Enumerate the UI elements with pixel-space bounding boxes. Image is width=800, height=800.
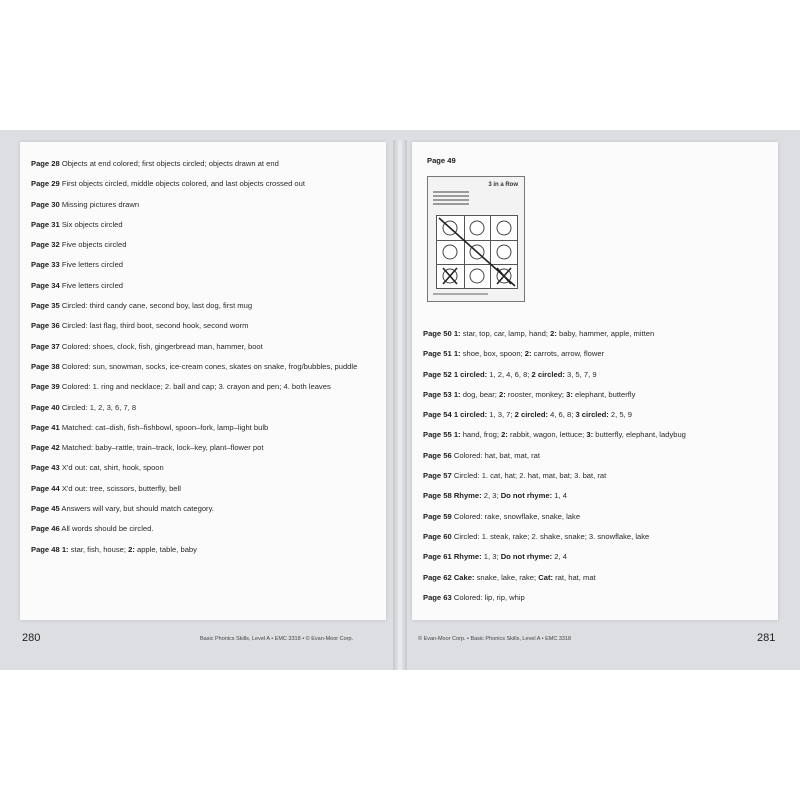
answer-entry xyxy=(31,418,380,438)
answer-entry xyxy=(31,296,380,316)
answer-entry xyxy=(423,425,772,445)
answer-entry xyxy=(31,337,380,357)
entry-answer-text: snake, lake, rake; xyxy=(476,572,539,582)
answer-entry xyxy=(423,568,772,588)
entry-page-label: Page 48 1: xyxy=(31,544,69,554)
entry-page-label: Page 39 xyxy=(31,382,60,392)
entry-page-label: Page 51 1: xyxy=(423,349,461,359)
entry-sub-label: Do not rhyme: xyxy=(500,552,553,562)
entry-sub-label: 2: xyxy=(524,349,532,359)
entry-page-label: Page 50 1: xyxy=(423,329,461,338)
entry-answer-text: Circled: 1. cat, hat; 2. hat, mat, bat; 3. bat, rat xyxy=(453,471,607,481)
answer-entry xyxy=(31,276,380,296)
answer-entry xyxy=(31,398,380,418)
entry-page-label: Page 55 1: xyxy=(423,430,461,440)
answer-entry xyxy=(423,446,772,466)
book-gutter xyxy=(393,140,407,670)
entry-page-label: Page 29 xyxy=(31,179,60,189)
answer-entry xyxy=(31,499,380,519)
answer-list-left xyxy=(31,154,380,560)
entry-answer-text: X'd out: tree, scissors, butterfly, bell xyxy=(61,483,181,493)
entry-answer-text: rat, hat, mat xyxy=(553,572,596,582)
entry-page-label: Page 60 xyxy=(423,531,452,541)
entry-answer-text: apple, table, baby xyxy=(134,544,197,554)
entry-answer-text: Circled: 1. steak, rake; 2. shake, snake; 3. snowflake, lake xyxy=(453,531,650,541)
entry-answer-text: baby, hammer, apple, mitten xyxy=(556,329,655,338)
answer-entry xyxy=(31,174,380,194)
entry-answer-text: Colored: hat, bat, mat, rat xyxy=(453,450,540,460)
entry-page-label: Page 31 xyxy=(31,219,60,229)
answer-entry xyxy=(31,357,380,377)
answer-entry xyxy=(423,527,772,547)
tic-tac-toe-grid xyxy=(436,215,518,289)
entry-sub-label: 2: xyxy=(128,544,135,554)
entry-answer-text: Colored: shoes, clock, fish, gingerbread man, hammer, boot xyxy=(61,341,263,351)
entry-answer-text: X'd out: cat, shirt, hook, spoon xyxy=(61,463,164,473)
answer-entry xyxy=(31,316,380,336)
answer-entry xyxy=(31,377,380,397)
entry-answer-text: Circled: third candy cane, second boy, last dog, first mug xyxy=(61,301,253,311)
entry-answer-text: rabbit, wagon, lettuce; xyxy=(507,430,587,440)
credit-line-right: © Evan-Moor Corp. • Basic Phonics Skills, Level A • EMC 3318 xyxy=(418,636,572,642)
entry-answer-text: elephant, butterfly xyxy=(572,389,636,399)
entry-sub-label: 2: xyxy=(501,430,508,440)
entry-page-label: Page 58 Rhyme: xyxy=(423,491,482,501)
entry-page-label: Page 59 xyxy=(423,511,452,521)
entry-answer-text: star, top, car, lamp, hand; xyxy=(462,329,551,338)
entry-answer-text: 2, 3; xyxy=(483,491,501,501)
entry-answer-text: Colored: lip, rip, whip xyxy=(453,592,525,602)
entry-page-label: Page 34 xyxy=(31,280,60,290)
entry-page-label: Page 30 xyxy=(31,199,60,209)
entry-answer-text: 1, 4 xyxy=(552,491,567,501)
entry-answer-text: Matched: cat–dish, fish–fishbowl, spoon–fork, lamp–light bulb xyxy=(61,422,269,432)
entry-sub-label: 3 circled: xyxy=(575,410,609,420)
book-spread xyxy=(0,130,800,670)
answer-entry xyxy=(423,365,772,385)
entry-page-label: Page 61 Rhyme: xyxy=(423,552,482,562)
thumbnail-title: 3 in a Row xyxy=(488,182,518,188)
entry-page-label: Page 37 xyxy=(31,341,60,351)
entry-answer-text: Five objects circled xyxy=(61,240,127,250)
answer-entry xyxy=(423,486,772,506)
entry-answer-text: First objects circled, middle objects colored, and last objects crossed out xyxy=(61,179,305,189)
entry-page-label: Page 46 xyxy=(31,524,60,534)
entry-answer-text: shoe, box, spoon; xyxy=(462,349,525,359)
entry-sub-label: 3: xyxy=(566,389,573,399)
entry-page-label: Page 52 1 circled: xyxy=(423,369,488,379)
entry-answer-text: Colored: sun, snowman, socks, ice-cream cones, skates on snake, frog/bubbles, puddle xyxy=(61,361,358,371)
entry-page-label: Page 38 xyxy=(31,361,60,371)
entry-sub-label: Cat: xyxy=(538,572,554,582)
entry-page-label: Page 40 xyxy=(31,402,60,412)
entry-answer-text: Answers will vary, but should match category. xyxy=(61,504,214,514)
entry-page-label: Page 32 xyxy=(31,240,60,250)
answer-entry xyxy=(31,438,380,458)
entry-page-label: Page 41 xyxy=(31,422,60,432)
entry-answer-text: 1, 3, 7; xyxy=(489,410,515,420)
answer-entry xyxy=(31,519,380,539)
entry-answer-text: Six objects circled xyxy=(61,219,123,229)
entry-answer-text: Colored: rake, snowflake, snake, lake xyxy=(453,511,581,521)
entry-answer-text: Circled: last flag, third boot, second hook, second worm xyxy=(61,321,249,331)
entry-page-label: Page 43 xyxy=(31,463,60,473)
left-page xyxy=(20,142,386,620)
entry-answer-text: Missing pictures drawn xyxy=(61,199,140,209)
entry-answer-text: 1, 2, 4, 6, 8; xyxy=(489,369,532,379)
page-number-right: 281 xyxy=(757,632,776,644)
entry-page-label: Page 45 xyxy=(31,504,60,514)
entry-answer-text: Five letters circled xyxy=(61,280,124,290)
entry-sub-label: Do not rhyme: xyxy=(500,491,553,501)
entry-answer-text: carrots, arrow, flower xyxy=(531,349,605,359)
answer-entry xyxy=(31,195,380,215)
entry-page-label: Page 35 xyxy=(31,301,60,311)
entry-answer-text: Objects at end colored; first objects circled; objects drawn at end xyxy=(61,159,279,168)
entry-answer-text: 2, 5, 9 xyxy=(608,410,633,420)
answer-entry xyxy=(31,479,380,499)
answer-entry xyxy=(423,385,772,405)
answer-entry xyxy=(31,255,380,275)
answer-entry xyxy=(423,344,772,364)
entry-sub-label: 2 circled: xyxy=(531,369,565,379)
entry-page-label: Page 33 xyxy=(31,260,60,270)
entry-page-label: Page 56 xyxy=(423,450,452,460)
entry-sub-label: 2: xyxy=(550,329,557,338)
entry-page-label: Page 54 1 circled: xyxy=(423,410,488,420)
entry-answer-text: Colored: 1. ring and necklace; 2. ball and cap; 3. crayon and pen; 4. both leaves xyxy=(61,382,331,392)
answer-entry xyxy=(423,405,772,425)
entry-answer-text: 3, 5, 7, 9 xyxy=(564,369,597,379)
entry-answer-text: Five letters circled xyxy=(61,260,124,270)
entry-page-label: Page 53 1: xyxy=(423,389,461,399)
answer-list-right xyxy=(423,324,772,608)
entry-page-label: Page 36 xyxy=(31,321,60,331)
answer-entry xyxy=(31,540,380,560)
thumbnail-text-lines xyxy=(433,189,469,207)
credit-line-left: Basic Phonics Skills, Level A • EMC 3318 • © Evan-Moor Corp. xyxy=(200,636,354,642)
entry-sub-label: 3: xyxy=(586,430,594,440)
entry-answer-text: 4, 6, 8; xyxy=(548,410,576,420)
entry-page-label: Page 62 Cake: xyxy=(423,572,475,582)
entry-answer-text: Matched: baby–rattle, train–track, lock–key, plant–flower pot xyxy=(61,443,264,453)
entry-page-label: Page 63 xyxy=(423,592,452,602)
page-49-label: Page 49 xyxy=(427,156,456,165)
entry-sub-label: 2: xyxy=(499,389,506,399)
entry-page-label: Page 42 xyxy=(31,443,60,453)
entry-page-label: Page 44 xyxy=(31,483,60,493)
answer-entry xyxy=(31,154,380,174)
worksheet-thumbnail xyxy=(427,176,525,302)
answer-entry xyxy=(31,235,380,255)
answer-entry xyxy=(423,547,772,567)
answer-entry xyxy=(423,507,772,527)
grid-marks-icon xyxy=(437,216,517,288)
entry-answer-text: hand, frog; xyxy=(462,430,502,440)
entry-sub-label: 2 circled: xyxy=(514,410,548,420)
entry-page-label: Page 57 xyxy=(423,471,452,481)
entry-answer-text: butterfly, elephant, ladybug xyxy=(593,430,686,440)
right-page xyxy=(412,142,778,620)
page-number-left: 280 xyxy=(22,632,41,644)
answer-entry xyxy=(423,588,772,608)
entry-page-label: Page 28 xyxy=(31,159,60,168)
answer-entry xyxy=(423,466,772,486)
entry-answer-text: 2, 4 xyxy=(552,552,567,562)
entry-answer-text: All words should be circled. xyxy=(61,524,154,534)
answer-entry xyxy=(31,458,380,478)
entry-answer-text: dog, bear; xyxy=(462,389,500,399)
entry-answer-text: star, fish, house; xyxy=(70,544,129,554)
entry-answer-text: rooster, monkey; xyxy=(505,389,567,399)
entry-answer-text: Circled: 1, 2, 3, 6, 7, 8 xyxy=(61,402,137,412)
answer-entry xyxy=(31,215,380,235)
entry-answer-text: 1, 3; xyxy=(483,552,501,562)
answer-entry xyxy=(423,324,772,344)
